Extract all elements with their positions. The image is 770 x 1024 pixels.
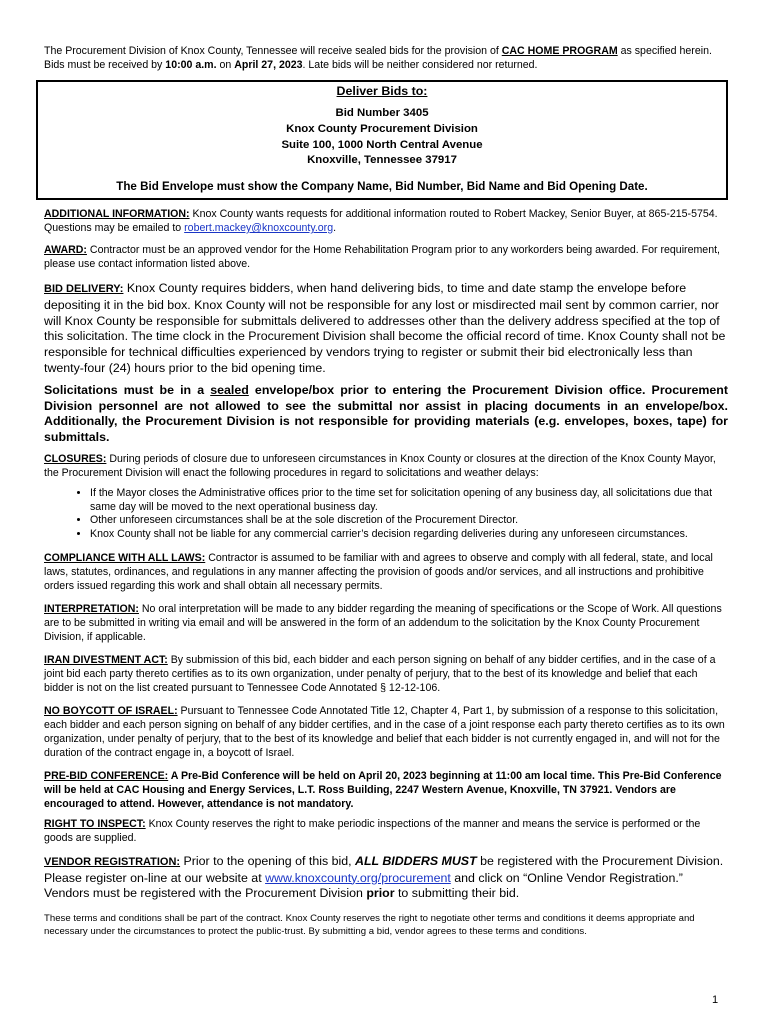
- program-name: CAC HOME PROGRAM: [501, 45, 618, 57]
- terms-note: These terms and conditions shall be part of the contract. Knox County reserves the right to negotiate other terms and conditions it deems appropriate and necessary under the circumstances to protect the public-trust. By submitting a bid, vendor agrees to these terms and conditions.: [44, 913, 695, 938]
- email-link[interactable]: robert.mackey@knoxcounty.org: [184, 222, 334, 234]
- interpretation-section: INTERPRETATION: No oral interpretation will be made to any bidder regarding the meaning of specifications or the Scope of Work. All questions are to be submitted in writing via email and will be answered in the form of an addendum to the solicitation by the Knox County Procurement Division, if applicable.: [44, 602, 722, 643]
- suite-address: Suite 100, 1000 North Central Avenue: [281, 139, 483, 151]
- envelope-note: The Bid Envelope must show the Company Name, Bid Number, Bid Name and Bid Opening Date.: [116, 180, 648, 193]
- division-name: Knox County Procurement Division: [286, 123, 478, 135]
- document-page: [44, 44, 728, 938]
- bid-delivery-section: BID DELIVERY: Knox County requires bidders, when hand delivering bids, to time and date stamp the envelope before depositing it in the bid box. Knox County will not be responsible for any lost or misdirected mail sent by common carrier, nor will Knox County be responsible for submittals delivered to addresses other than the delivery address specified at the top of this solicitation. The time clock in the Procurement Division shall become the official record of time. Knox County shall not be responsible for technical difficulties experienced by vendors trying to register or submit their bid electronically less than twenty-four (24) hours prior to the bid opening time.: [44, 281, 726, 375]
- compliance-section: COMPLIANCE WITH ALL LAWS: Contractor is assumed to be familiar with and agrees to observe and comply with all federal, state, and local laws, statutes, ordinances, and regulations in any manner affecting the provision of goods and/or services, and all instructions and prohibitive orders issued regarding this work and shall obtain all necessary permits.: [44, 551, 713, 592]
- additional-info-section: ADDITIONAL INFORMATION: Knox County wants requests for additional information routed to Robert Mackey, Senior Buyer, at 865-215-5754. Questions may be emailed to robert.mackey@knoxcounty.org.: [44, 208, 718, 234]
- sealed-notice: Solicitations must be in a sealed envelope/box prior to entering the Procurement Division office. Procurement Division personnel are not allowed to see the submittal nor assist in placing documents in an envelope/box. Additionally, the Procurement Division is not responsible for providing materials (e.g. envelopes, boxes, tape) for submittals.: [44, 382, 728, 445]
- vendor-registration-section: VENDOR REGISTRATION: Prior to the opening of this bid, ALL BIDDERS MUST be registered with the Procurement Division. Please register on-line at our website at www.knoxcounty.org/procurement and click on “Online Vendor Registration.” Vendors must be registered with the Procurement Division prior to submitting their bid.: [44, 853, 724, 901]
- inspect-section: RIGHT TO INSPECT: Knox County reserves the right to make periodic inspections of the manner and means the service is performed or the goods are supplied.: [44, 817, 701, 844]
- prebid-section: PRE-BID CONFERENCE: A Pre-Bid Conference will be held on April 20, 2023 beginning at 11:00 am local time. This Pre-Bid Conference will be held at CAC Housing and Energy Services, L.T. Ross Building, 2247 Western Avenue, Knoxville, TN 37921. Vendors are encouraged to attend. However, attendance is not mandatory.: [44, 769, 722, 810]
- iran-divestment-section: IRAN DIVESTMENT ACT: By submission of this bid, each bidder and each person signing on behalf of any bidder certifies, and in the case of a joint bid each party thereto certifies as to its own organization, under penalty of perjury, that to the best of its knowledge and belief that each bidder is not on the list created pursuant to Tennessee Code Annotated § 12-12-106.: [44, 653, 716, 694]
- city-address: Knoxville, Tennessee 37917: [307, 154, 457, 166]
- sealed-word: sealed: [210, 382, 249, 397]
- list-item: • Knox County shall not be liable for any commercial carrier’s decision regarding deliveries during any unforeseen circumstances.: [90, 528, 728, 542]
- intro-paragraph: The Procurement Division of Knox County, Tennessee will receive sealed bids for the provision of CAC HOME PROGRAM as specified herein. Bids must be received by 10:00 a.m. on April 27, 2023. Late bids will be neither considered nor returned.: [44, 45, 712, 71]
- list-item: • If the Mayor closes the Administrative offices prior to the time set for solicitation opening of any business day, all solicitations due that same day will be moved to the next operational business day.: [90, 487, 728, 514]
- all-bidders-must: ALL BIDDERS MUST: [355, 853, 477, 868]
- due-time: 10:00 a.m.: [165, 59, 217, 71]
- bid-number: Bid Number 3405: [335, 107, 429, 119]
- due-date: April 27, 2023: [234, 59, 303, 71]
- deliver-bids-box: [36, 80, 728, 200]
- page-number: 1: [712, 994, 719, 1006]
- closures-list: [44, 487, 728, 542]
- award-section: AWARD: Contractor must be an approved vendor for the Home Rehabilitation Program prior to any workorders being awarded. For requirement, please use contact information listed above.: [44, 244, 720, 270]
- procurement-website-link[interactable]: www.knoxcounty.org/procurement: [265, 870, 451, 885]
- closures-section: CLOSURES: During periods of closure due to unforeseen circumstances in Knox County or closures at the direction of the Knox County Mayor, the Procurement Division will enact the following procedures in regard to solicitations and weather delays:: [44, 452, 716, 479]
- israel-boycott-section: NO BOYCOTT OF ISRAEL: Pursuant to Tennessee Code Annotated Title 12, Chapter 4, Part 1, by submission of a response to this solicitation, each bidder and each person signing on behalf of any bidder certifies, and in the case of a joint response each party thereto certifies as to its own organization, under penalty of perjury, that to the best of its knowledge and belief that each bidder is not currently engaged in, and will not for the duration of the contract engage in, a boycott of Israel.: [44, 704, 725, 759]
- deliver-heading: Deliver Bids to:: [336, 84, 428, 98]
- prior-word: prior: [366, 886, 395, 901]
- list-item: • Other unforeseen circumstances shall be at the sole discretion of the Procurement Director.: [90, 514, 728, 528]
